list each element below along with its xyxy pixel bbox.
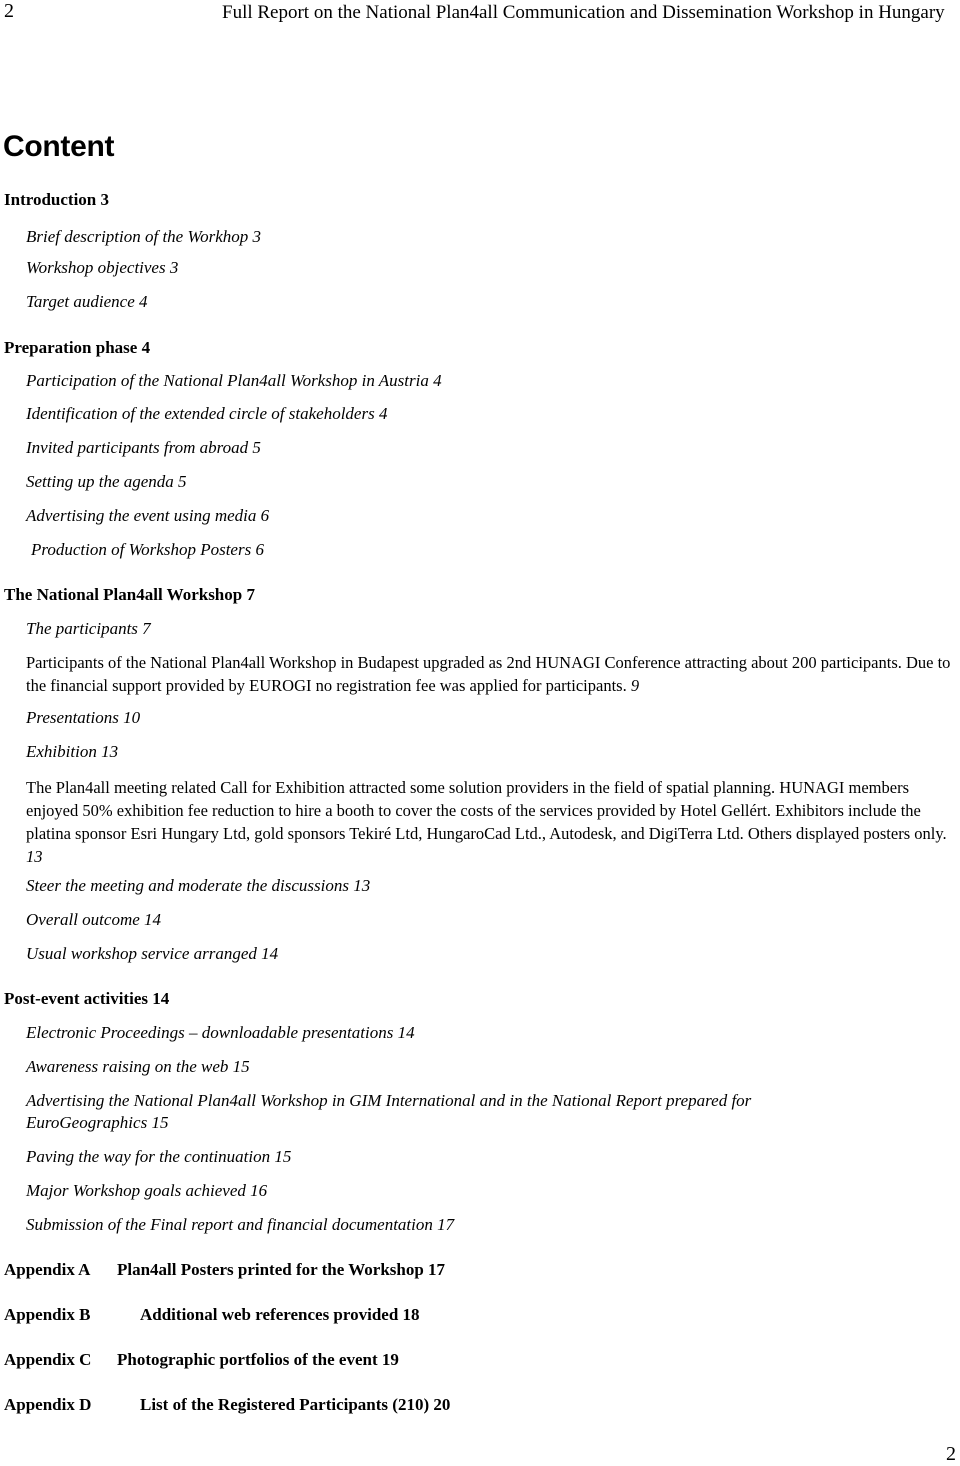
toc-entry-invited-participants[interactable]: Invited participants from abroad 5	[26, 438, 261, 457]
toc-entry-submission-final[interactable]: Submission of the Final report and financial documentation 17	[26, 1215, 455, 1234]
participants-paragraph-text: Participants of the National Plan4all Workshop in Budapest upgraded as 2nd HUNAGI Conference attracting about 200 participants. Due to the financial support provided by EUROGI no registration fee was applied for participants.	[26, 653, 951, 695]
participants-paragraph	[26, 651, 956, 697]
toc-appendix-d-label[interactable]: Appendix D	[4, 1395, 92, 1414]
toc-appendix-d-title[interactable]: List of the Registered Participants (210) 20	[140, 1395, 451, 1414]
toc-appendix-b-title[interactable]: Additional web references provided 18	[140, 1305, 420, 1324]
toc-entry-usual-service[interactable]: Usual workshop service arranged 14	[26, 944, 279, 963]
exhibition-paragraph	[26, 776, 956, 868]
toc-entry-advertising-gim[interactable]: Advertising the National Plan4all Workshop in GIM International and in the National Report prepared for	[26, 1091, 752, 1110]
toc-appendix-c-title[interactable]: Photographic portfolios of the event 19	[117, 1350, 399, 1369]
toc-entry-production-posters[interactable]: Production of Workshop Posters 6	[31, 540, 264, 559]
toc-entry-overall-outcome[interactable]: Overall outcome 14	[26, 910, 162, 929]
toc-entry-workshop-objectives[interactable]: Workshop objectives 3	[26, 258, 179, 277]
toc-entry-participation-austria[interactable]: Participation of the National Plan4all Workshop in Austria 4	[26, 371, 442, 390]
toc-entry-target-audience[interactable]: Target audience 4	[26, 292, 148, 311]
content-heading: Content	[3, 130, 115, 163]
toc-entry-setting-up-agenda[interactable]: Setting up the agenda 5	[26, 472, 187, 491]
toc-appendix-b-label[interactable]: Appendix B	[4, 1305, 91, 1324]
toc-entry-awareness-web[interactable]: Awareness raising on the web 15	[26, 1057, 250, 1076]
toc-entry-exhibition[interactable]: Exhibition 13	[26, 742, 119, 761]
toc-section-post-event[interactable]: Post-event activities 14	[4, 989, 170, 1008]
toc-entry-electronic-proceedings[interactable]: Electronic Proceedings – downloadable presentations 14	[26, 1023, 415, 1042]
footer-page-number: 2	[946, 1443, 956, 1465]
toc-section-preparation-phase[interactable]: Preparation phase 4	[4, 338, 151, 357]
participants-paragraph-page[interactable]: 9	[630, 676, 640, 695]
running-header-title: Full Report on the National Plan4all Communication and Dissemination Workshop in Hungary	[222, 2, 945, 23]
exhibition-paragraph-text: The Plan4all meeting related Call for Exhibition attracted some solution providers in the field of spatial planning. HUNAGI members enjoyed 50% exhibition fee reduction to hire a booth to cover the costs of the services provided by Hotel Gellért. Exhibitors include the platina sponsor Esri Hungary Ltd, gold sponsors Tekiré Ltd, HungaroCad Ltd., Autodesk, and DigiTerra Ltd. Others displayed posters only.	[26, 778, 947, 843]
toc-appendix-a-title[interactable]: Plan4all Posters printed for the Workshop 17	[117, 1260, 446, 1279]
toc-entry-paving-way[interactable]: Paving the way for the continuation 15	[26, 1147, 292, 1166]
toc-entry-presentations[interactable]: Presentations 10	[26, 708, 141, 727]
toc-entry-steer-meeting[interactable]: Steer the meeting and moderate the discussions 13	[26, 876, 371, 895]
toc-entry-advertising-gim-cont[interactable]: EuroGeographics 15	[26, 1113, 169, 1132]
toc-entry-advertising-media[interactable]: Advertising the event using media 6	[26, 506, 270, 525]
toc-entry-identification-stakeholders[interactable]: Identification of the extended circle of stakeholders 4	[26, 404, 388, 423]
exhibition-paragraph-page[interactable]: 13	[26, 847, 43, 866]
toc-section-national-workshop[interactable]: The National Plan4all Workshop 7	[4, 585, 255, 604]
toc-appendix-c-label[interactable]: Appendix C	[4, 1350, 92, 1369]
toc-section-introduction[interactable]: Introduction 3	[4, 190, 110, 209]
toc-appendix-a-label[interactable]: Appendix A	[4, 1260, 91, 1279]
toc-entry-major-goals[interactable]: Major Workshop goals achieved 16	[26, 1181, 268, 1200]
toc-entry-brief-description[interactable]: Brief description of the Workhop 3	[26, 227, 261, 246]
toc-entry-the-participants[interactable]: The participants 7	[26, 619, 151, 638]
header-page-number: 2	[4, 0, 14, 22]
